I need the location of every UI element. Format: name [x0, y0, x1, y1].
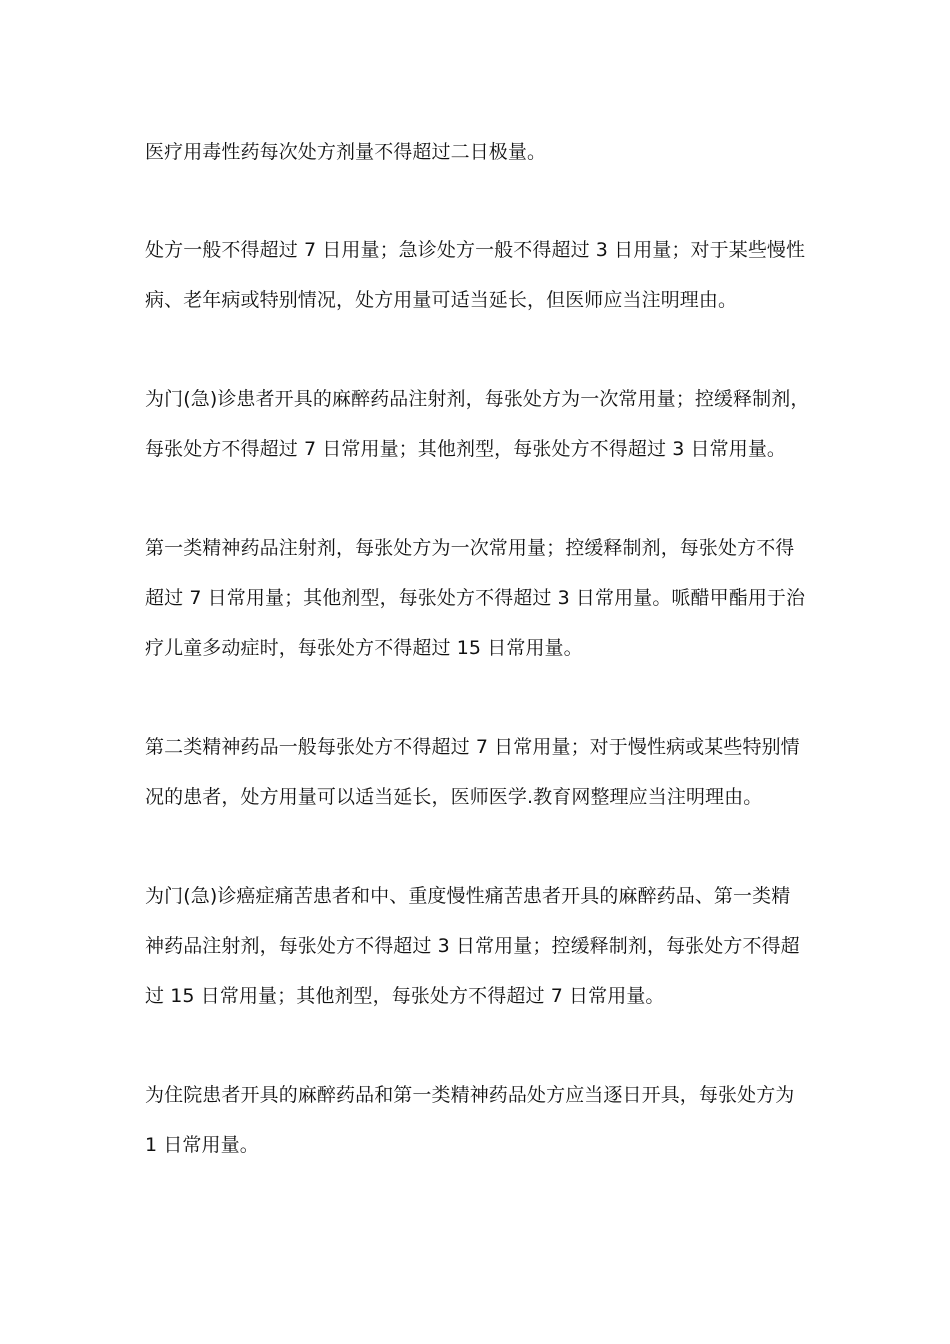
text-line: 为门(急)诊患者开具的麻醉药品注射剂，每张处方为一次常用量；控缓释制剂，	[145, 388, 810, 410]
text-line: 每张处方不得超过 7 日常用量；其他剂型，每张处方不得超过 3 日常用量。	[145, 438, 787, 460]
text-line: 疗儿童多动症时，每张处方不得超过 15 日常用量。	[145, 637, 583, 659]
text-line: 过 15 日常用量；其他剂型，每张处方不得超过 7 日常用量。	[145, 985, 665, 1007]
text-line: 1 日常用量。	[145, 1134, 259, 1156]
paragraph-class-one-psychotropic-limit	[145, 523, 807, 673]
text-line: 超过 7 日常用量；其他剂型，每张处方不得超过 3 日常用量。哌醋甲酯用于治	[145, 587, 806, 609]
text-line: 神药品注射剂，每张处方不得超过 3 日常用量；控缓释制剂，每张处方不得超	[145, 935, 800, 957]
text-line: 处方一般不得超过 7 日用量；急诊处方一般不得超过 3 日用量；对于某些慢性	[145, 239, 806, 261]
paragraph-toxic-drug-limit	[145, 127, 807, 177]
paragraph-general-prescription-limit	[145, 225, 807, 325]
text-line: 为住院患者开具的麻醉药品和第一类精神药品处方应当逐日开具，每张处方为	[145, 1084, 795, 1106]
paragraph-inpatient-limit	[145, 1070, 807, 1170]
text-line: 第一类精神药品注射剂，每张处方为一次常用量；控缓释制剂，每张处方不得	[145, 537, 795, 559]
text-line: 况的患者，处方用量可以适当延长，医师医学.教育网整理应当注明理由。	[145, 786, 763, 808]
text-line: 病、老年病或特别情况，处方用量可适当延长，但医师应当注明理由。	[145, 289, 738, 311]
text-line: 第二类精神药品一般每张处方不得超过 7 日常用量；对于慢性病或某些特别情	[145, 736, 800, 758]
paragraph-pain-patient-limit	[145, 871, 807, 1021]
paragraph-narcotic-outpatient-limit	[145, 374, 810, 474]
text-line: 医疗用毒性药每次处方剂量不得超过二日极量。	[145, 141, 547, 163]
text-line: 为门(急)诊癌症痛苦患者和中、重度慢性痛苦患者开具的麻醉药品、第一类精	[145, 885, 791, 907]
paragraph-class-two-psychotropic-limit	[145, 722, 807, 822]
